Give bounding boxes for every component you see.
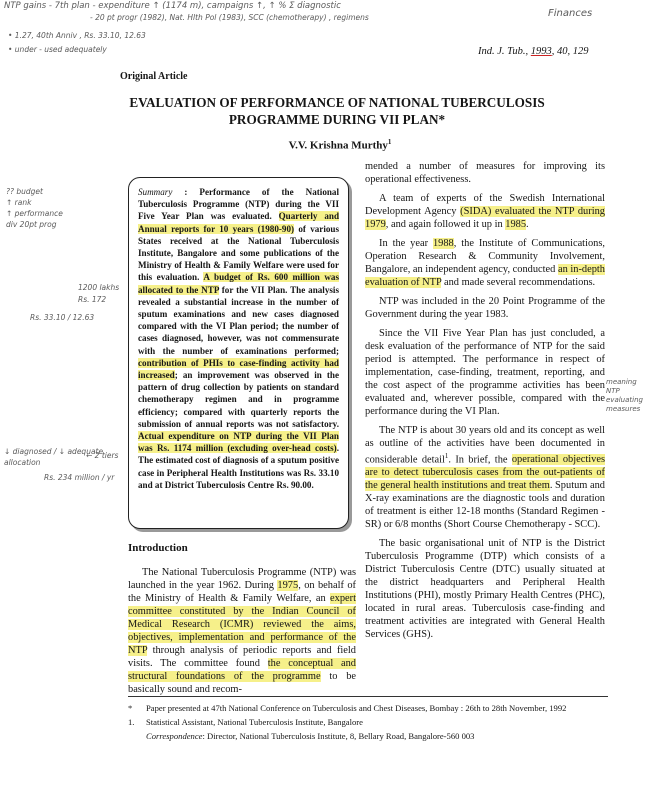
author-line xyxy=(200,138,480,152)
handwritten-note-left-1: • 1.27, 40th Anniv , Rs. 33.10, 12.63 xyxy=(8,31,146,40)
introduction-paragraph: The National Tuberculosis Programme (NTP) was launched in the year 1962. During 1975, on behalf of the Ministry of Health & Family Welfare, an expert committee constituted by the Indian Council of Medical Research (ICMR) reviewed the aims, objectives, implementation and performance of the NTP through analysis of periodic reports and field visits. The committee found the conceptual and structural foundations of the programme to be basically sound and recom- xyxy=(128,567,357,695)
introduction-heading: Introduction xyxy=(128,542,188,554)
footnote-conference: * Paper presented at 47th National Conference on Tuberculosis and Chest Diseases, Bombay : 26th to 28th November, 1992 xyxy=(128,703,567,713)
margin-note-summary-4: ↓ diagnosed / ↓ adequate allocation xyxy=(4,447,104,467)
paragraph-sida: A team of experts of the Swedish International Development Agency (SIDA) evaluated the NTP during 1979, and again followed it up in 1985. xyxy=(365,193,605,230)
paragraph-desk-evaluation: Since the VII Five Year Plan has just concluded, a desk evaluation of the performance of NTP for the said period is attempted. The performance in respect of implementation, case-finding, treatment, reporting, and the cost aspect of the programme activities has been evaluated and, wherever possible, compared with the performance during the VI Plan. xyxy=(365,328,605,417)
margin-note-summary-3: Rs. 33.10 / 12.63 xyxy=(30,313,95,322)
paragraph-organisation: The basic organisational unit of NTP is the District Tuberculosis Programme (DTP) which consists of a District Tuberculosis Centre (DTC) usually situated at the district headquarters and Peripheral Health Institutions (PHI), mostly Primary Health Centres (PHC), located in rural areas. Tuberculosis case-finding and treatment activities are integrated with General Health Services (GHS). xyxy=(365,538,605,641)
margin-note-summary-2: 1200 lakhs Rs. 172 xyxy=(78,283,120,304)
journal-reference: Ind. J. Tub., 1993, 40, 129 xyxy=(478,46,589,57)
paragraph-continuation: mended a number of measures for improving its operational effectiveness. xyxy=(365,161,605,185)
handwritten-note-top-1: NTP gains - 7th plan - expenditure ↑ (1174 m), campaigns ↑, ↑ % Σ diagnostic xyxy=(4,1,341,11)
summary-text: Summary : Performance of the National Tuberculosis Programme (NTP) during the VII Five Year Plan was evaluated. Quarterly and Annual reports for 10 years (1980-90) of various States received at the National Tuberculosis Institute, Bangalore and some publications of the Ministry of Health & Family Welfare were used for this evaluation. A budget of Rs. 600 million was allocated to the NTP for the VII Plan. The analysis revealed a substantial increase in the number of sputum examinations and new cases diagnosed compared with the VI Plan period; the number of cases diagnosed, however, was not commensurate with the number of examinations performed; contribution of PHIs to case-finding activity had increased; an improvement was observed in the pattern of drug collection by patients on standard chemotherapy regimen and in programme efficiency; compared with quarterly reports the submission of annual reports was not satisfactory. Actual expenditure on NTP during the VII Plan was Rs. 1174 million (excluding over-head costs). The estimated cost of diagnosis of a sputum positive case in Peripheral Health Institutions was Rs. 33.10 and at District Tuberculosis Centre Rs. 90.00. xyxy=(138,187,340,490)
author-name: V.V. Krishna Murthy xyxy=(288,139,388,152)
paragraph-20-point: NTP was included in the 20 Point Programme of the Government during the year 1983. xyxy=(365,296,605,320)
introduction-section xyxy=(128,542,356,702)
paragraph-1988-evaluation: In the year 1988, the Institute of Communications, Operation Research & Community Involvement, Bangalore, an independent agency, conducted an in-depth evaluation of NTP and made several recommendations. xyxy=(365,238,605,288)
handwritten-note-top-2: - 20 pt progr (1982), Nat. Hlth Pol (1983), SCC (chemotherapy) , regimens xyxy=(90,13,369,22)
handwritten-corner-label: Finances xyxy=(548,8,593,19)
footnotes xyxy=(128,696,608,745)
footnote-affiliation: 1. Statistical Assistant, National Tuberculosis Institute, Bangalore xyxy=(128,717,363,727)
paragraph-objectives: The NTP is about 30 years old and its concept as well as outline of the activities have been documented in considerable detail$^1$. In brief, the operational objectives are to detect tuberculosis cases from the out-patients of the general health institutions and treat them. Sputum and X-ray examinations are the diagnostic tools and duration of treatment is either 12-18 months (Standard Regimen - SR) or 6/8 months (Short Course Chemotherapy - SCC). xyxy=(365,425,605,531)
journal-year: 1993 xyxy=(530,46,552,57)
handwritten-note-left-2: • under - used adequately xyxy=(8,45,107,54)
article-type: Original Article xyxy=(120,71,188,82)
summary-box xyxy=(128,177,349,529)
author-affiliation-mark: 1 xyxy=(387,138,392,146)
footnote-correspondence: Correspondence: Director, National Tuberculosis Institute, 8, Bellary Road, Bangalore-560 003 xyxy=(146,731,475,741)
paper-title: EVALUATION OF PERFORMANCE OF NATIONAL TUBERCULOSIS PROGRAMME DURING VII PLAN* xyxy=(129,95,545,127)
margin-note-summary-1: ?? budget ↑ rank ↑ performance div 20pt prog xyxy=(6,187,63,229)
margin-note-summary-5: ← 2 tiers xyxy=(86,451,119,460)
margin-note-summary-6: Rs. 234 million / yr xyxy=(44,473,115,482)
margin-note-right: meaning NTP evaluating measures xyxy=(606,378,643,413)
right-column xyxy=(365,160,605,647)
